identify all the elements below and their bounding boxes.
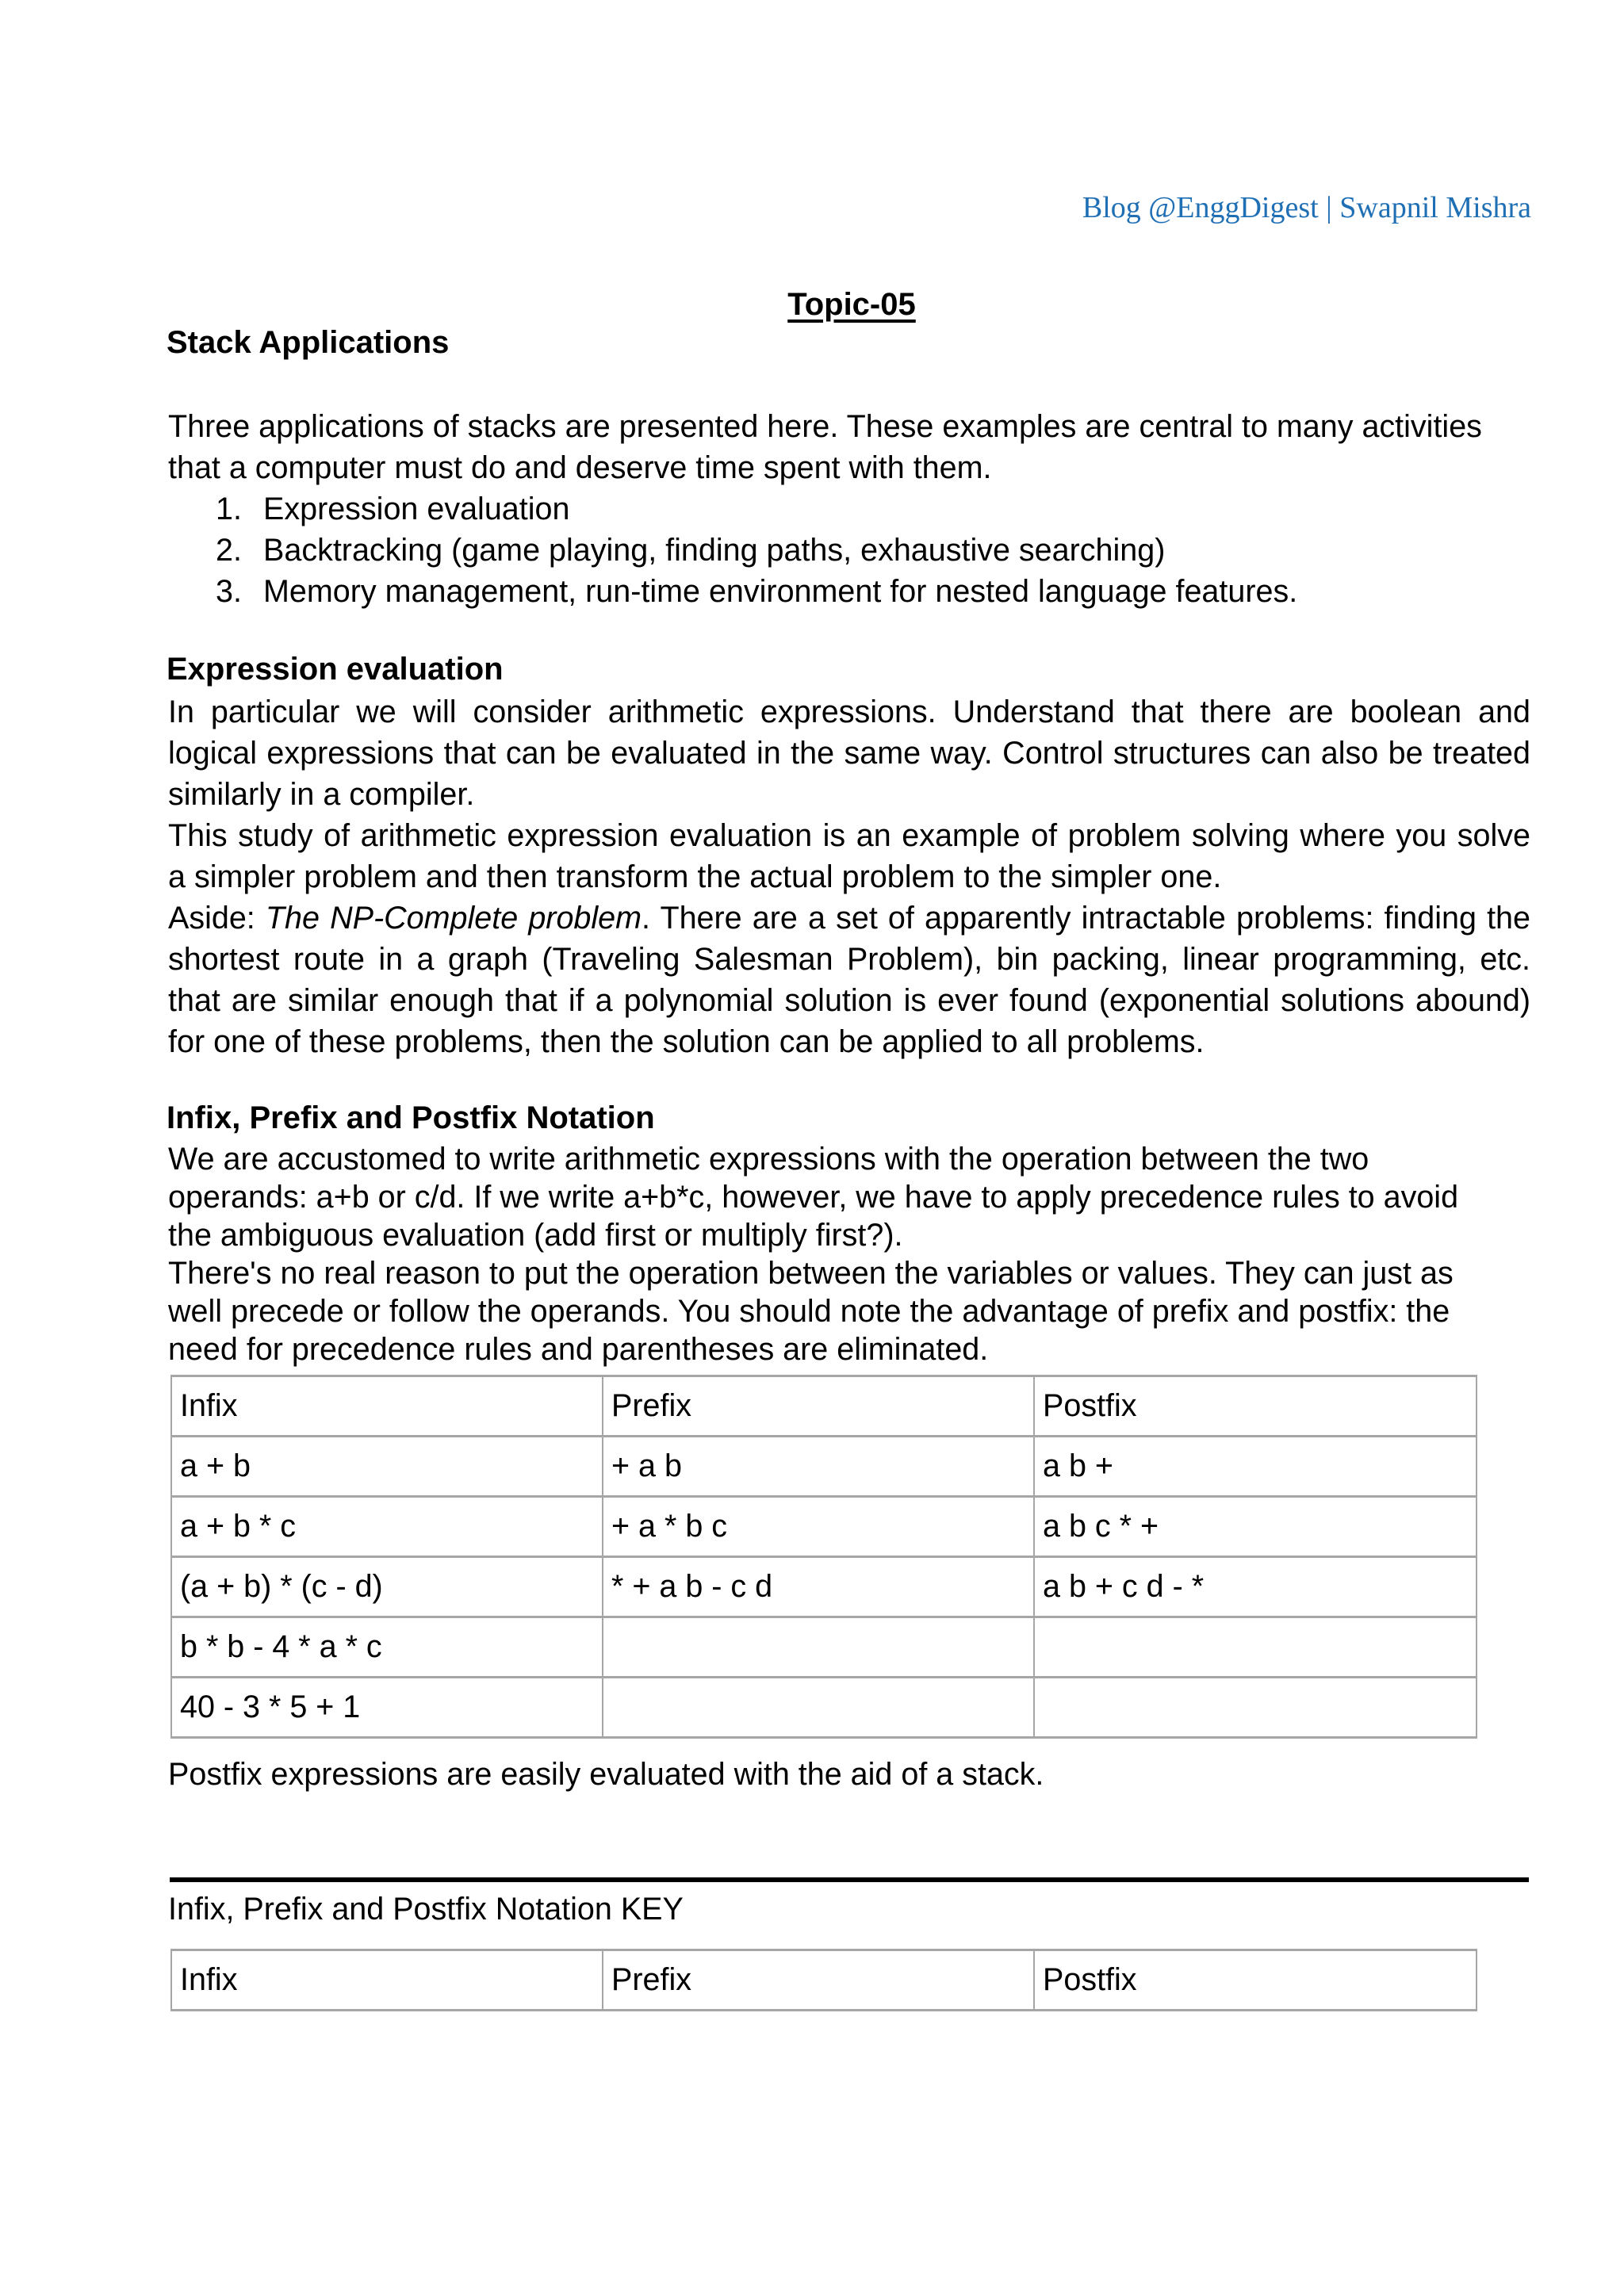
paragraph-line: There's no real reason to put the operation between the variables or values. They can just as — [168, 1256, 1454, 1291]
table-row — [171, 1678, 1477, 1738]
intro-paragraph — [168, 406, 1530, 488]
cell-postfix — [1034, 1678, 1477, 1738]
list-item-text: Memory management, run-time environment for nested language features. — [263, 574, 1298, 609]
section-heading-expression-evaluation: Expression evaluation — [167, 652, 504, 687]
paragraph-line: This study of arithmetic expression evaluation is an example of problem solving where you solve — [168, 818, 1530, 853]
paragraph-line: operands: a+b or c/d. If we write a+b*c, however, we have to apply precedence rules to avoid — [168, 1180, 1459, 1215]
key-table — [170, 1949, 1477, 2011]
paragraph-line: the ambiguous evaluation (add first or multiply first?). — [168, 1218, 903, 1253]
paragraph-line: for one of these problems, then the solution can be applied to all problems. — [168, 1024, 1205, 1059]
paragraph-line: In particular we will consider arithmetic expressions. Understand that there are boolean and — [168, 695, 1530, 729]
header-infix: Infix — [171, 1376, 603, 1437]
header-postfix: Postfix — [1034, 1376, 1477, 1437]
list-item-number: 1. — [216, 492, 242, 526]
cell-prefix — [603, 1678, 1034, 1738]
list-item — [168, 488, 1297, 530]
cell-prefix — [603, 1617, 1034, 1678]
paragraph-line: that are similar enough that if a polynomial solution is ever found (exponential solutions abound) — [168, 983, 1530, 1018]
table-header-row — [171, 1950, 1477, 2011]
intro-line: Three applications of stacks are presented here. These examples are central to many activities — [168, 409, 1482, 444]
aside-italic-title: The NP-Complete problem — [265, 901, 642, 936]
list-item-text: Expression evaluation — [263, 492, 570, 526]
header-prefix: Prefix — [603, 1950, 1034, 2011]
cell-prefix: + a b — [603, 1437, 1034, 1497]
table-row — [171, 1617, 1477, 1678]
blog-credit-header: Blog @EnggDigest | Swapnil Mishra — [1082, 191, 1531, 224]
cell-postfix: a b c * + — [1034, 1497, 1477, 1557]
paragraph-line: need for precedence rules and parentheses are eliminated. — [168, 1332, 989, 1367]
table-header-row — [171, 1376, 1477, 1437]
aside-line — [168, 897, 1530, 939]
header-postfix: Postfix — [1034, 1950, 1477, 2011]
paragraph-line: We are accustomed to write arithmetic expressions with the operation between the two — [168, 1142, 1369, 1177]
topic-title: Topic-05 — [787, 287, 916, 322]
paragraph-line: Postfix expressions are easily evaluated with the aid of a stack. — [168, 1757, 1044, 1792]
paragraph-line: shortest route in a graph (Traveling Salesman Problem), bin packing, linear programming, etc. — [168, 942, 1530, 977]
notation-footer — [168, 1754, 1530, 1795]
section-heading-notation: Infix, Prefix and Postfix Notation — [167, 1100, 655, 1135]
paragraph-line: similarly in a compiler. — [168, 777, 475, 812]
notation-table — [170, 1375, 1477, 1739]
cell-postfix: a b + — [1034, 1437, 1477, 1497]
paragraph-line: logical expressions that can be evaluated in the same way. Control structures can also be treated — [168, 736, 1530, 771]
header-infix: Infix — [171, 1950, 603, 2011]
header-prefix: Prefix — [603, 1376, 1034, 1437]
aside-label: Aside: — [168, 901, 266, 936]
list-item-number: 3. — [216, 574, 242, 609]
paragraph-line: a simpler problem and then transform the actual problem to the simpler one. — [168, 859, 1222, 894]
list-item — [168, 530, 1297, 571]
cell-infix: a + b — [171, 1437, 603, 1497]
section-heading-stack-applications: Stack Applications — [167, 325, 450, 360]
key-title: Infix, Prefix and Postfix Notation KEY — [168, 1892, 684, 1927]
horizontal-divider — [170, 1877, 1529, 1882]
cell-infix: (a + b) * (c - d) — [171, 1557, 603, 1617]
cell-postfix: a b + c d - * — [1034, 1557, 1477, 1617]
expression-evaluation-body — [168, 691, 1530, 1062]
list-item — [168, 571, 1297, 612]
paragraph-line: well precede or follow the operands. You should note the advantage of prefix and postfix: the — [168, 1294, 1450, 1329]
list-item-text: Backtracking (game playing, finding paths, exhaustive searching) — [263, 533, 1166, 568]
cell-infix: a + b * c — [171, 1497, 603, 1557]
cell-prefix: * + a b - c d — [603, 1557, 1034, 1617]
cell-prefix: + a * b c — [603, 1497, 1034, 1557]
applications-list — [168, 488, 1297, 612]
table-row — [171, 1437, 1477, 1497]
intro-line: that a computer must do and deserve time spent with them. — [168, 450, 992, 485]
notation-body — [168, 1140, 1530, 1368]
cell-infix: 40 - 3 * 5 + 1 — [171, 1678, 603, 1738]
cell-infix: b * b - 4 * a * c — [171, 1617, 603, 1678]
aside-text: . There are a set of apparently intractable problems: finding the — [642, 901, 1530, 936]
table-row — [171, 1557, 1477, 1617]
table-row — [171, 1497, 1477, 1557]
list-item-number: 2. — [216, 533, 242, 568]
cell-postfix — [1034, 1617, 1477, 1678]
